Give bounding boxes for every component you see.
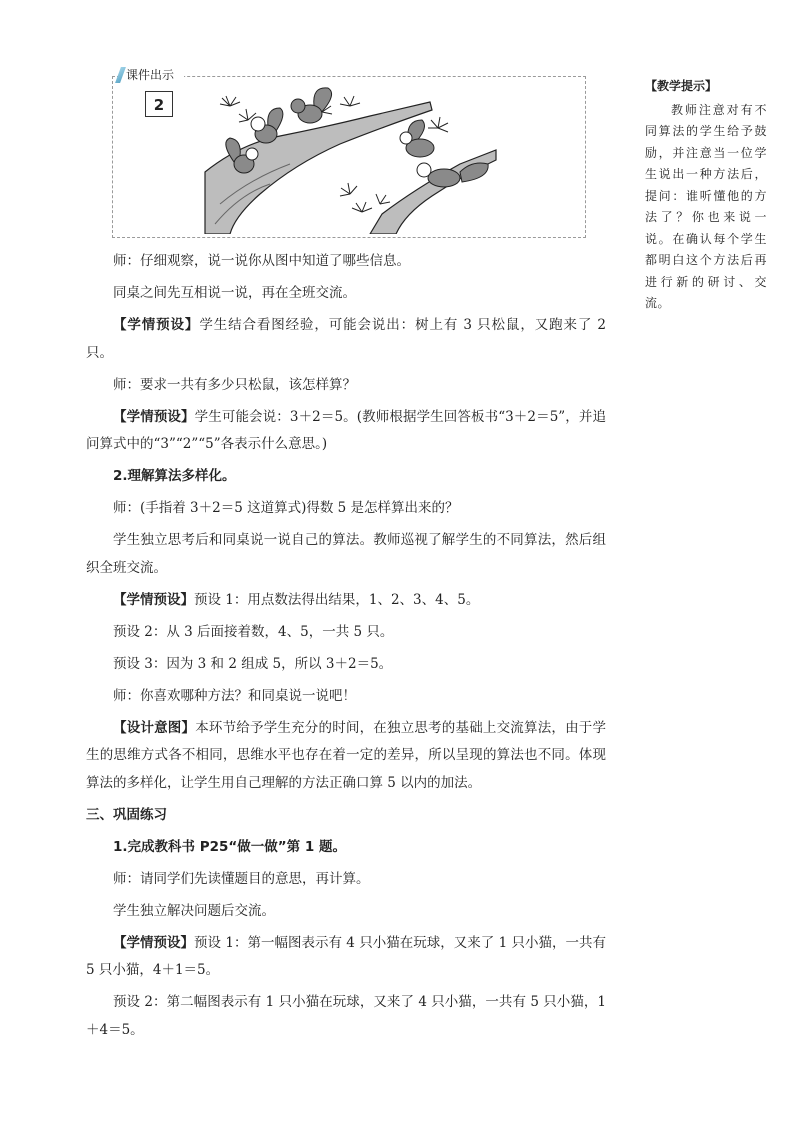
paragraph-text: 师：(手指着 3＋2＝5 这道算式)得数 5 是怎样算出来的？ — [113, 500, 459, 516]
body-paragraph — [86, 495, 606, 523]
body-paragraph — [86, 930, 606, 985]
paragraph-text: 预设 1：用点数法得出结果，1、2、3、4、5。 — [194, 591, 480, 608]
paragraph-text: 同桌之间先互相说一说，再在全班交流。 — [113, 285, 356, 301]
paragraph-text: 本环节给予学生充分的时间，在独立思考的基础上交流算法，由于学生的思维方式各不相同，思维水平也存在着一定的差异，所以呈现的算法也不同。体现算法的多样化，让学生用自己理解的方法正确口算 5 以内的加法。 — [86, 719, 607, 791]
paragraph-tag: 【学情预设】 — [113, 317, 200, 333]
squirrels-on-branch-illustration — [200, 84, 500, 234]
paragraph-text: 学生独立思考后和同桌说一说自己的算法。教师巡视了解学生的不同算法，然后组织全班交流。 — [86, 532, 606, 576]
courseware-tab — [118, 64, 184, 86]
paragraph-tag: 【设计意图】 — [113, 719, 196, 736]
body-paragraph — [86, 989, 606, 1044]
figure-number: 2 — [145, 91, 173, 117]
body-paragraph — [86, 372, 606, 400]
tab-marker-icon — [115, 67, 126, 83]
paragraph-text: 预设 2：第二幅图表示有 1 只小猫在玩球，又来了 4 只小猫，一共有 5 只小猫，1＋4＝5。 — [86, 994, 606, 1038]
teaching-tip-body: 教师注意对有不同算法的学生给予鼓励，并注意当一位学生说出一种方法后，提问：谁听懂他的方法了？你也来说一说。在确认每个学生都明白这个方法后再进行新的研讨、交流。 — [645, 102, 767, 310]
paragraph-text: 师：仔细观察，说一说你从图中知道了哪些信息。 — [113, 253, 410, 269]
body-paragraph — [86, 715, 606, 798]
body-paragraph — [86, 619, 606, 647]
paragraph-text: 学生独立解决问题后交流。 — [113, 902, 275, 919]
body-paragraph — [86, 683, 606, 711]
paragraph-text: 师：请同学们先读懂题目的意思，再计算。 — [113, 870, 370, 887]
body-paragraph — [86, 651, 606, 679]
section-heading: 三、巩固练习 — [86, 806, 167, 823]
body-paragraph — [86, 587, 606, 615]
body-paragraph — [86, 312, 606, 367]
body-paragraph — [86, 248, 606, 276]
paragraph-tag: 【学情预设】 — [113, 408, 195, 425]
paragraph-text: 学生可能会说：3＋2＝5。(教师根据学生回答板书“3＋2＝5”，并追问算式中的“3”“2”“5”各表示什么意思。) — [86, 408, 607, 452]
paragraph-tag: 【学情预设】 — [113, 591, 194, 608]
paragraph-text: 学生结合看图经验，可能会说出：树上有 3 只松鼠，又跑来了 2 只。 — [86, 317, 606, 361]
lesson-body-text — [86, 248, 606, 1049]
paragraph-text: 师：你喜欢哪种方法？和同桌说一说吧！ — [113, 687, 356, 704]
teaching-tip-sidebar — [645, 76, 767, 315]
courseware-tab-label: 课件出示 — [126, 68, 175, 82]
paragraph-tag: 【学情预设】 — [113, 934, 195, 951]
body-paragraph — [86, 527, 606, 582]
body-paragraph — [86, 866, 606, 894]
paragraph-text: 预设 1：第一幅图表示有 4 只小猫在玩球，又来了 1 只小猫，一共有 5 只小猫，4＋1＝5。 — [86, 934, 606, 978]
teaching-tip-title: 【教学提示】 — [645, 79, 718, 93]
body-paragraph — [86, 280, 606, 308]
paragraph-text: 预设 3：因为 3 和 2 组成 5，所以 3＋2＝5。 — [113, 655, 393, 672]
subsection-heading: 1.完成教科书 P25“做一做”第 1 题。 — [113, 838, 346, 855]
subsection-heading: 2.理解算法多样化。 — [113, 468, 236, 484]
paragraph-text: 师：要求一共有多少只松鼠，该怎样算？ — [113, 376, 356, 393]
body-paragraph — [86, 898, 606, 926]
body-paragraph — [86, 404, 606, 459]
paragraph-text: 预设 2：从 3 后面接着数，4、5，一共 5 只。 — [113, 623, 394, 640]
